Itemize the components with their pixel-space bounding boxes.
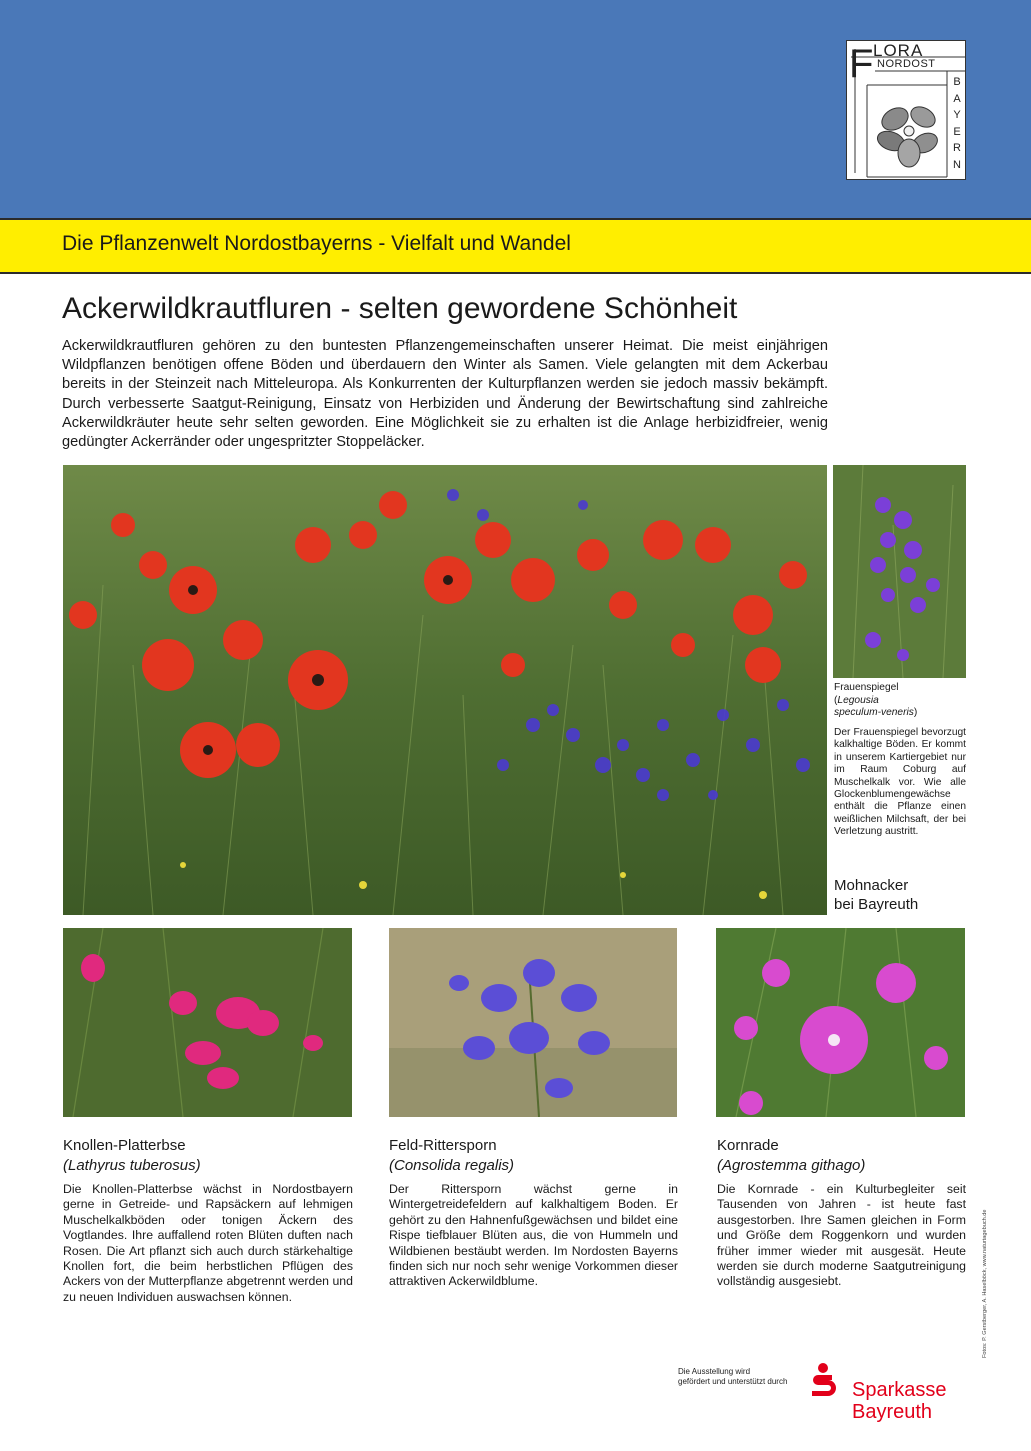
logo-word-flora: LORA	[873, 41, 924, 60]
species-latin: (Consolida regalis)	[389, 1157, 515, 1174]
species-description: Der Rittersporn wächst gerne in Wintergetreidefeldern auf kalkhaltigem Boden. Er gehört zu den Hahnenfußgewächsen und bildet eine Rispe tiefblauer Blüten aus, die von Hummeln und Wildbienen bestäubt werden. Im Nordosten Bayerns finden sich nur noch sehr wenige Vorkommen dieser attraktiven Ackerwildblume.	[389, 1182, 678, 1289]
logo-letter: N	[953, 158, 961, 171]
flora-nordost-bayern-logo	[846, 40, 966, 180]
feld-rittersporn-caption	[389, 1137, 678, 1290]
species-name: Feld-Rittersporn	[389, 1137, 497, 1154]
species-description: Die Knollen-Platterbse wächst in Nordostbayern gerne in Getreide- und Rapsäckern auf lehmigen Muschelkalkböden oder tonigen Äckern des Vogtlandes. Ihre auffallend roten Blüten duften nach Rosen. Die Art pflanzt sich auch durch stärkehaltige Knollen fort, die beim herbstlichen Pflügen des Ackers von der Mutterpflanze abgetrennt werden und zu neuen Individuen auswachsen können.	[63, 1182, 353, 1304]
kornrade-caption	[717, 1137, 966, 1290]
mohnacker-caption	[834, 876, 974, 914]
species-name: Knollen-Platterbse	[63, 1137, 186, 1154]
svg-text:F: F	[849, 42, 874, 86]
sponsor-note	[678, 1367, 787, 1387]
knollen-platterbse-photo	[63, 928, 352, 1117]
sponsor-note-line1: Die Ausstellung wird	[678, 1367, 751, 1376]
frauenspiegel-name: Frauenspiegel	[834, 682, 899, 693]
photo-credit-text: Fotos: P. Gerstberger, A. Haselböck, www.naturtagebuch.de	[982, 1209, 988, 1358]
logo-word-nordost: NORDOST	[877, 58, 936, 70]
species-name: Kornrade	[717, 1137, 779, 1154]
knollen-platterbse-caption	[63, 1137, 353, 1305]
species-description: Die Kornrade - ein Kulturbegleiter seit Tausenden von Jahren - ist heute fast ausgestorben. Ihre Samen gleichen in Form und Größe dem Roggenkorn und wurden früher immer wieder mit ausgesät. Heute werden sie durch moderne Saatgutreinigung vollständig ausgesiebt.	[717, 1182, 966, 1289]
frauenspiegel-latin-line2	[834, 707, 966, 720]
intro-paragraph: Ackerwildkrautfluren gehören zu den buntesten Pflanzengemeinschaften unserer Heimat. Die meist einjährigen Wildpflanzen benötigen offene Böden und überdauern den Winter als Samen. Viele gelangten mit dem Ackerbau bereits in der Steinzeit nach Mitteleuropa. Als Konkurrenten der Kulturpflanzen werden sie jedoch massiv bekämpft. Durch verbesserte Saatgut-Reinigung, Einsatz von Herbiziden und Änderung der Bewirtschaftung sind zahlreiche Ackerwildkräuter heute sehr selten geworden. Eine Möglichkeit sie zu erhalten ist die Anlage herbizidfreier, wenig gedüngter Ackerränder oder ungespritzter Stoppeläcker.	[62, 338, 828, 451]
logo-letter: E	[953, 125, 961, 138]
species-latin: (Agrostemma githago)	[717, 1157, 866, 1174]
frauenspiegel-description: Der Frauenspiegel bevorzugt kalkhaltige Böden. Er kommt in unserem Kartiergebiet nur im Raum Coburg auf Muschelkalk vor. Wie alle Glockenblumengewächse enthält die Pflanze einen weißlichen Milchsaft, der bei Verletzung austritt.	[834, 727, 966, 838]
mohnacker-caption-line1: Mohnacker	[834, 877, 909, 894]
sponsor-note-line2: gefördert und unterstützt durch	[678, 1377, 788, 1386]
species-latin: (Lathyrus tuberosus)	[63, 1157, 201, 1174]
latin-paren: )	[913, 707, 918, 718]
sponsor-name	[852, 1379, 947, 1423]
sponsor-name-line1: Sparkasse	[852, 1379, 947, 1401]
logo-letter: A	[953, 92, 961, 105]
photo-credit	[972, 1198, 1002, 1358]
page-title: Ackerwildkrautfluren - selten gewordene Schönheit	[62, 292, 738, 325]
sparkasse-icon	[806, 1362, 840, 1403]
logo-letter: B	[953, 76, 961, 88]
logo-word-bayern	[950, 74, 964, 173]
frauenspiegel-photo	[833, 465, 966, 678]
kornrade-photo	[716, 928, 965, 1117]
feld-rittersporn-photo	[389, 928, 677, 1117]
frauenspiegel-latin-line1	[834, 695, 966, 708]
logo-letter: Y	[953, 109, 961, 121]
poppy-field-photo	[63, 465, 827, 915]
latin-paren: (	[834, 694, 838, 706]
latin-species: speculum-veneris	[834, 707, 914, 718]
sponsor-name-line2: Bayreuth	[852, 1401, 933, 1423]
mohnacker-caption-line2: bei Bayreuth	[834, 896, 919, 913]
exhibition-subtitle: Die Pflanzenwelt Nordostbayerns - Vielfalt und Wandel	[62, 232, 571, 255]
logo-letter: R	[953, 142, 961, 154]
latin-genus: Legousia	[837, 694, 879, 706]
frauenspiegel-caption	[834, 682, 966, 720]
